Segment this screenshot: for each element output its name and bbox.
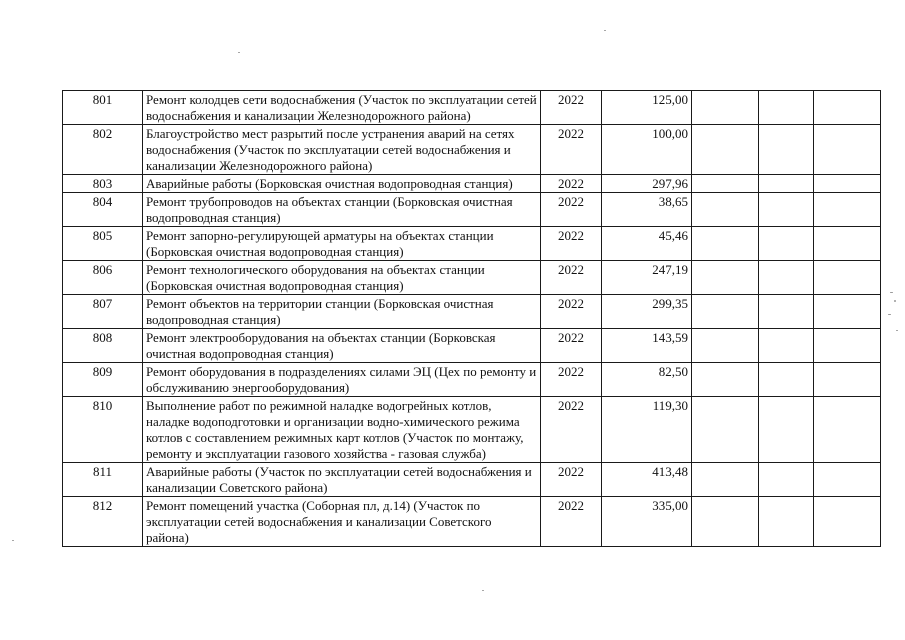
row-number: 809 (63, 363, 143, 397)
work-amount: 125,00 (602, 91, 692, 125)
table-row (63, 91, 881, 125)
table-row (63, 227, 881, 261)
row-number: 811 (63, 463, 143, 497)
empty-cell (814, 295, 881, 329)
empty-cell (692, 497, 759, 547)
empty-cell (692, 91, 759, 125)
row-number: 804 (63, 193, 143, 227)
work-year: 2022 (541, 261, 602, 295)
work-year: 2022 (541, 125, 602, 175)
empty-cell (814, 125, 881, 175)
empty-cell (759, 175, 814, 193)
row-number: 805 (63, 227, 143, 261)
empty-cell (814, 193, 881, 227)
table-row (63, 497, 881, 547)
empty-cell (759, 91, 814, 125)
empty-cell (814, 227, 881, 261)
work-year: 2022 (541, 295, 602, 329)
empty-cell (692, 175, 759, 193)
work-amount: 119,30 (602, 397, 692, 463)
scan-speck (896, 330, 898, 331)
work-description: Ремонт объектов на территории станции (Борковская очистная водопроводная станция) (143, 295, 541, 329)
row-number: 802 (63, 125, 143, 175)
work-amount: 297,96 (602, 175, 692, 193)
work-year: 2022 (541, 363, 602, 397)
work-description: Ремонт помещений участка (Соборная пл, д.14) (Участок по эксплуатации сетей водоснабжения и канализации Советского района) (143, 497, 541, 547)
empty-cell (759, 497, 814, 547)
row-number: 812 (63, 497, 143, 547)
work-description: Выполнение работ по режимной наладке водогрейных котлов, наладке водоподготовки и организации водно-химического режима котлов с составлением режимных карт котлов (Участок по монтажу, ремонту и эксплуатации газового хозяйства - газовая служба) (143, 397, 541, 463)
work-amount: 143,59 (602, 329, 692, 363)
empty-cell (814, 329, 881, 363)
table-row (63, 295, 881, 329)
empty-cell (759, 329, 814, 363)
table-row (63, 329, 881, 363)
work-year: 2022 (541, 91, 602, 125)
table-row (63, 175, 881, 193)
work-amount: 335,00 (602, 497, 692, 547)
empty-cell (759, 463, 814, 497)
empty-cell (759, 125, 814, 175)
empty-cell (759, 295, 814, 329)
empty-cell (814, 91, 881, 125)
work-description: Аварийные работы (Участок по эксплуатации сетей водоснабжения и канализации Советского района) (143, 463, 541, 497)
work-amount: 82,50 (602, 363, 692, 397)
work-year: 2022 (541, 175, 602, 193)
empty-cell (759, 363, 814, 397)
work-year: 2022 (541, 193, 602, 227)
row-number: 807 (63, 295, 143, 329)
work-amount: 299,35 (602, 295, 692, 329)
row-number: 808 (63, 329, 143, 363)
row-number: 803 (63, 175, 143, 193)
table-row (63, 125, 881, 175)
empty-cell (759, 193, 814, 227)
work-description: Ремонт запорно-регулирующей арматуры на объектах станции (Борковская очистная водопроводная станция) (143, 227, 541, 261)
table-row (63, 363, 881, 397)
work-year: 2022 (541, 463, 602, 497)
scan-speck (482, 590, 484, 591)
work-year: 2022 (541, 497, 602, 547)
work-amount: 45,46 (602, 227, 692, 261)
scan-speck (604, 30, 606, 31)
work-description: Ремонт электрооборудования на объектах станции (Борковская очистная водопроводная станция) (143, 329, 541, 363)
scan-speck (888, 314, 891, 315)
scan-speck (12, 540, 14, 541)
work-description: Ремонт технологического оборудования на объектах станции (Борковская очистная водопроводная станция) (143, 261, 541, 295)
empty-cell (814, 497, 881, 547)
table-row (63, 261, 881, 295)
empty-cell (692, 329, 759, 363)
row-number: 810 (63, 397, 143, 463)
table-row (63, 193, 881, 227)
table-row (63, 463, 881, 497)
empty-cell (814, 175, 881, 193)
empty-cell (692, 463, 759, 497)
work-amount: 100,00 (602, 125, 692, 175)
work-description: Ремонт трубопроводов на объектах станции (Борковская очистная водопроводная станция) (143, 193, 541, 227)
empty-cell (692, 363, 759, 397)
empty-cell (814, 397, 881, 463)
scan-speck (890, 292, 893, 293)
empty-cell (692, 227, 759, 261)
work-amount: 247,19 (602, 261, 692, 295)
empty-cell (692, 295, 759, 329)
empty-cell (814, 261, 881, 295)
empty-cell (692, 261, 759, 295)
work-description: Аварийные работы (Борковская очистная водопроводная станция) (143, 175, 541, 193)
scan-speck (894, 300, 896, 302)
table-row (63, 397, 881, 463)
empty-cell (692, 193, 759, 227)
works-table (62, 90, 881, 547)
work-year: 2022 (541, 227, 602, 261)
empty-cell (814, 363, 881, 397)
empty-cell (692, 397, 759, 463)
work-amount: 413,48 (602, 463, 692, 497)
work-description: Ремонт колодцев сети водоснабжения (Участок по эксплуатации сетей водоснабжения и канализации Железнодорожного района) (143, 91, 541, 125)
empty-cell (759, 397, 814, 463)
empty-cell (692, 125, 759, 175)
row-number: 801 (63, 91, 143, 125)
work-description: Ремонт оборудования в подразделениях силами ЭЦ (Цех по ремонту и обслуживанию энергооборудования) (143, 363, 541, 397)
scan-speck (238, 52, 240, 53)
empty-cell (759, 227, 814, 261)
empty-cell (759, 261, 814, 295)
row-number: 806 (63, 261, 143, 295)
work-year: 2022 (541, 397, 602, 463)
empty-cell (814, 463, 881, 497)
work-year: 2022 (541, 329, 602, 363)
works-table-body (63, 91, 881, 547)
work-amount: 38,65 (602, 193, 692, 227)
work-description: Благоустройство мест разрытий после устранения аварий на сетях водоснабжения (Участок по эксплуатации сетей водоснабжения и канализации Железнодорожного района) (143, 125, 541, 175)
